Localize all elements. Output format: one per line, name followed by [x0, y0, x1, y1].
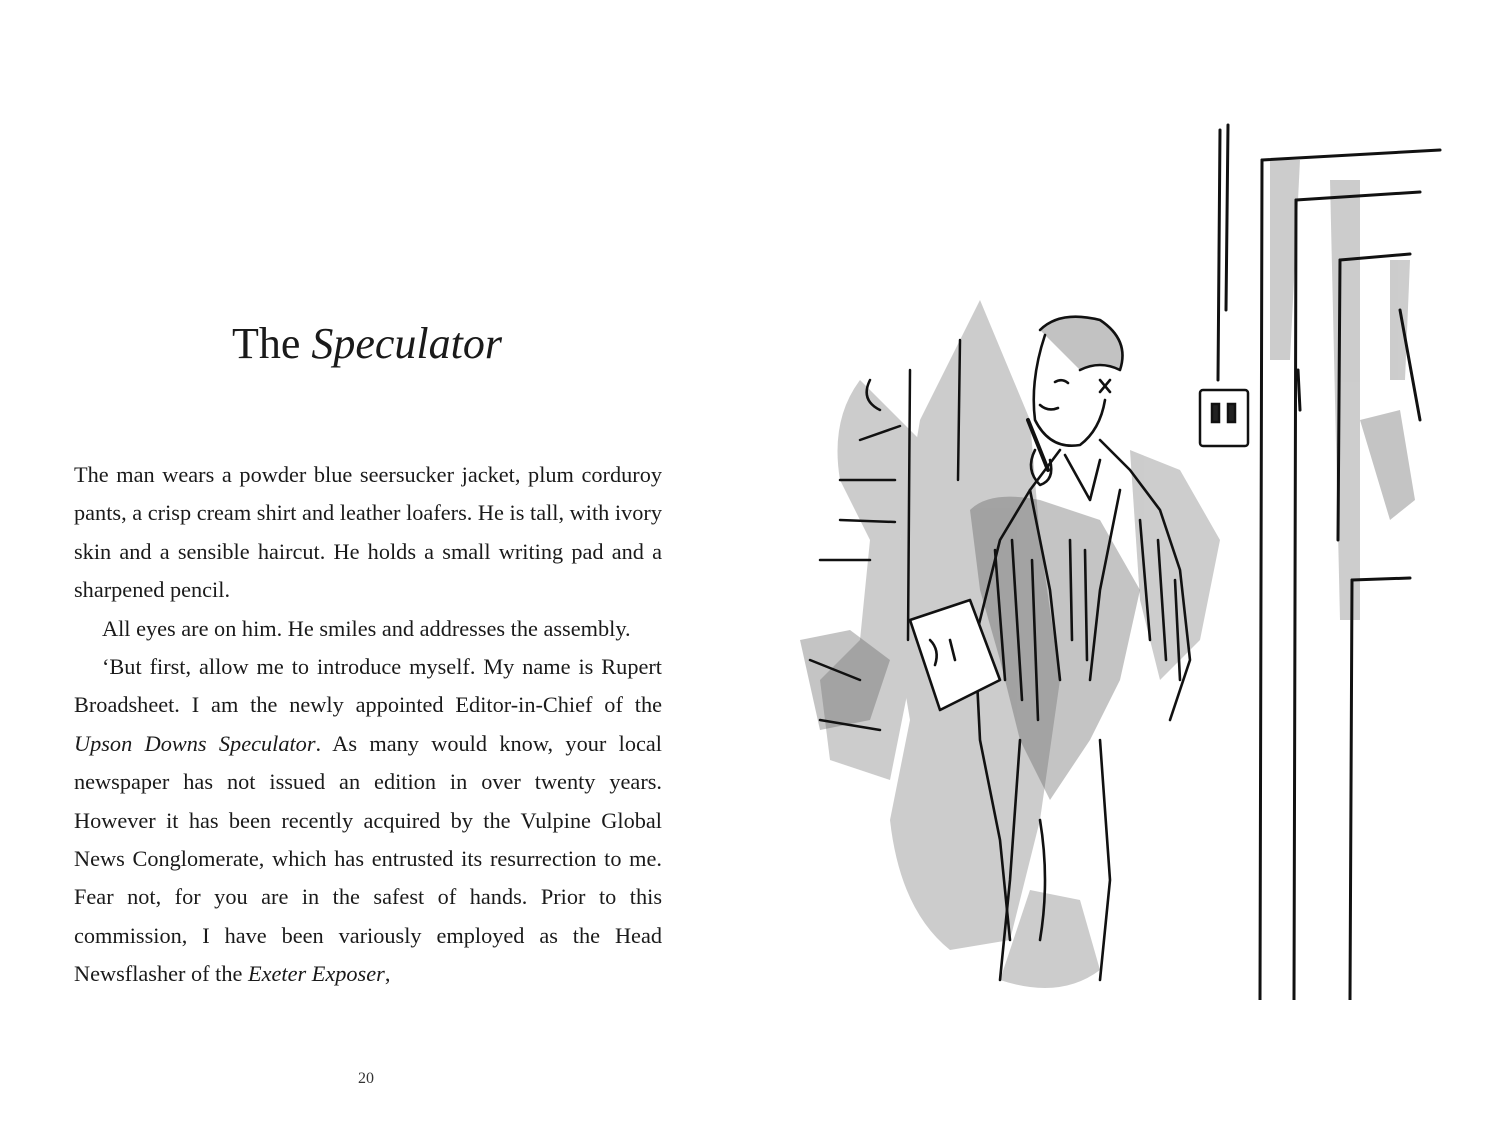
ink-wash-illustration — [800, 120, 1450, 1000]
paragraph-3-publication-title: Exeter Exposer — [247, 961, 385, 987]
paragraph-3-text-c: , — [384, 961, 391, 987]
paragraph-2 — [74, 610, 662, 648]
chapter-title-italic: Speculator — [311, 319, 503, 369]
light-switch — [1200, 390, 1248, 446]
paragraph-1 — [74, 456, 662, 610]
page-number: 20 — [358, 1070, 374, 1087]
door-frame-lines — [1218, 125, 1440, 1000]
chapter-title-plain: The — [231, 319, 312, 369]
paragraph-3-text-a: ‘But first, allow me to introduce myself. My name is Rupert Broadsheet. I am the newly appointed Editor-in-Chief of the — [74, 654, 662, 718]
paragraph-1-text: The man wears a powder blue seersucker jacket, plum corduroy pants, a crisp cream shirt and leather loafers. He is tall, with ivory skin and a sensible haircut. He holds a small writing pad and a sharpened pencil. — [74, 462, 662, 603]
body-text — [74, 456, 662, 994]
paragraph-2-text: All eyes are on him. He smiles and addresses the assembly. — [102, 615, 631, 641]
paragraph-3-text-b: . As many would know, your local newspaper has not issued an edition in over twenty years. However it has been recently acquired by the Vulpine Global News Conglomerate, which has entrusted its resurrection to me. Fear not, for you are in the safest of hands. Prior to this commission, I have been variously employed as the Head Newsflasher of the — [74, 730, 662, 987]
paragraph-3-newspaper-title: Upson Downs Speculator — [74, 730, 316, 756]
paragraph-3 — [74, 648, 662, 994]
chapter-title — [74, 314, 660, 374]
